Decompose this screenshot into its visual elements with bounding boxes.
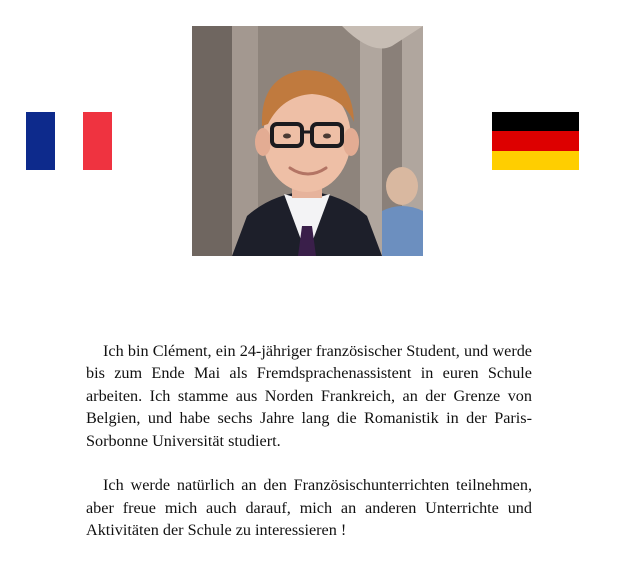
- flag-stripe: [492, 151, 579, 170]
- portrait-photo: [192, 26, 423, 256]
- intro-paragraph-1: Ich bin Clément, ein 24-jähriger französischer Student, und werde bis zum Ende Mai als Fremdsprachenassistent in euren Schule arbeiten. Ich stamme aus Norden Frankreich, an der Grenze von Belgien, und habe sechs Jahre lang die Romanistik in der Paris-Sorbonne Universität studiert.: [86, 342, 532, 450]
- flag-stripe: [83, 112, 112, 170]
- flag-stripe: [492, 131, 579, 150]
- intro-text: [86, 340, 532, 564]
- flag-stripe: [26, 112, 55, 170]
- flag-stripe: [492, 112, 579, 131]
- flag-france-icon: [26, 112, 112, 170]
- flag-germany-icon: [492, 112, 579, 170]
- flag-stripe: [55, 112, 84, 170]
- intro-paragraph-2: Ich werde natürlich an den Französischunterrichten teilnehmen, aber freue mich auch darauf, mich an anderen Unterrichte und Aktivitäten der Schule zu interessieren !: [86, 476, 532, 540]
